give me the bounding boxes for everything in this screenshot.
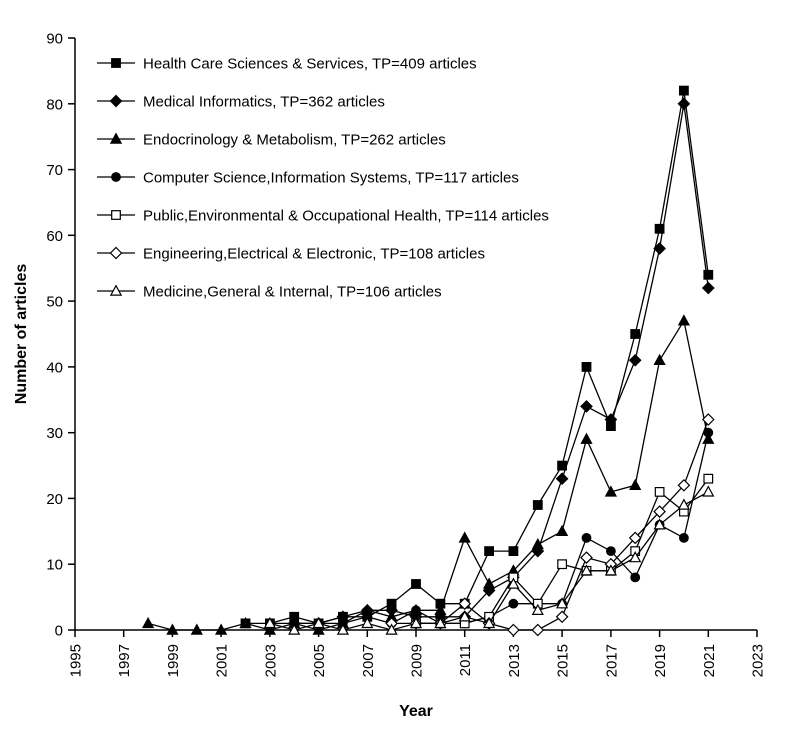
square-filled-marker	[680, 86, 689, 95]
legend-item	[97, 246, 485, 263]
square-open-marker	[558, 560, 567, 569]
diamond-open-marker	[532, 625, 543, 636]
circle-filled-marker	[607, 547, 616, 556]
square-filled-marker	[112, 59, 121, 68]
circle-filled-marker	[412, 606, 421, 615]
triangle-filled-marker	[630, 480, 640, 489]
circle-filled-marker	[582, 534, 591, 543]
x-tick-label: 2021	[700, 644, 718, 678]
square-filled-marker	[485, 547, 494, 556]
legend	[97, 56, 549, 301]
circle-filled-marker	[680, 534, 689, 543]
diamond-filled-marker	[678, 98, 689, 109]
legend-item	[97, 284, 442, 301]
square-filled-marker	[509, 547, 518, 556]
diamond-filled-marker	[111, 96, 122, 107]
square-filled-marker	[631, 330, 640, 339]
x-tick-label: 1999	[164, 644, 182, 678]
x-tick-label: 2017	[603, 644, 621, 678]
diamond-open-marker	[557, 611, 568, 622]
diamond-open-marker	[581, 552, 592, 563]
diamond-filled-marker	[703, 283, 714, 294]
circle-filled-marker	[112, 173, 121, 182]
legend-item	[97, 170, 519, 187]
x-tick-label: 2007	[359, 644, 377, 678]
y-tick-label: 60	[46, 227, 63, 245]
square-open-marker	[112, 211, 121, 220]
x-tick-label: 2009	[408, 644, 426, 678]
x-axis-title: Year	[399, 703, 433, 720]
triangle-open-marker	[703, 487, 713, 496]
square-filled-marker	[582, 363, 591, 372]
y-tick-label: 70	[46, 162, 63, 180]
triangle-filled-marker	[484, 579, 494, 588]
x-tick-label: 1995	[67, 644, 85, 678]
x-tick-label: 2003	[262, 644, 280, 678]
legend-label: Medical Informatics, TP=362 articles	[143, 93, 385, 111]
x-tick-label: 1997	[116, 644, 134, 678]
triangle-filled-marker	[460, 533, 470, 542]
diamond-open-marker	[111, 248, 122, 259]
x-tick-label: 2015	[554, 644, 572, 678]
triangle-open-marker	[679, 500, 689, 509]
diamond-filled-marker	[557, 473, 568, 484]
plot-area	[46, 31, 766, 678]
triangle-filled-marker	[143, 618, 153, 627]
x-tick-label: 2001	[213, 644, 231, 678]
x-tick-label: 2011	[457, 644, 475, 677]
square-open-marker	[655, 488, 664, 497]
y-tick-label: 50	[46, 293, 63, 311]
y-tick-label: 90	[46, 30, 63, 48]
legend-label: Endocrinology & Metabolism, TP=262 articles	[143, 131, 446, 149]
square-open-marker	[704, 474, 713, 483]
circle-filled-marker	[509, 599, 518, 608]
legend-label: Medicine,General & Internal, TP=106 articles	[143, 283, 442, 301]
legend-label: Computer Science,Information Systems, TP=117 articles	[143, 169, 519, 187]
x-tick-label: 2023	[749, 644, 767, 678]
y-tick-label: 20	[46, 490, 63, 508]
legend-item	[97, 132, 446, 149]
y-tick-label: 30	[46, 425, 63, 443]
triangle-filled-marker	[581, 434, 591, 443]
triangle-filled-marker	[655, 355, 665, 364]
x-tick-label: 2013	[505, 644, 523, 678]
circle-filled-marker	[704, 428, 713, 437]
legend-label: Engineering,Electrical & Electronic, TP=108 articles	[143, 245, 485, 263]
triangle-filled-marker	[679, 316, 689, 325]
series-line-2	[148, 321, 708, 630]
legend-label: Public,Environmental & Occupational Health, TP=114 articles	[143, 207, 549, 225]
triangle-filled-marker	[557, 526, 567, 535]
y-tick-label: 80	[46, 96, 63, 114]
diamond-filled-marker	[581, 401, 592, 412]
y-tick-label: 40	[46, 359, 63, 377]
square-filled-marker	[534, 501, 543, 510]
legend-item	[97, 56, 477, 73]
x-tick-label: 2019	[652, 644, 670, 678]
legend-item	[97, 208, 549, 225]
y-tick-label: 10	[46, 556, 63, 574]
y-axis-title: Number of articles	[13, 263, 30, 405]
legend-label: Health Care Sciences & Services, TP=409 articles	[143, 55, 477, 73]
diamond-open-marker	[508, 625, 519, 636]
legend-item	[97, 94, 385, 111]
circle-filled-marker	[631, 573, 640, 582]
square-filled-marker	[704, 271, 713, 280]
y-tick-label: 0	[54, 622, 63, 640]
diamond-filled-marker	[630, 355, 641, 366]
square-filled-marker	[412, 580, 421, 589]
x-tick-label: 2005	[311, 644, 329, 678]
